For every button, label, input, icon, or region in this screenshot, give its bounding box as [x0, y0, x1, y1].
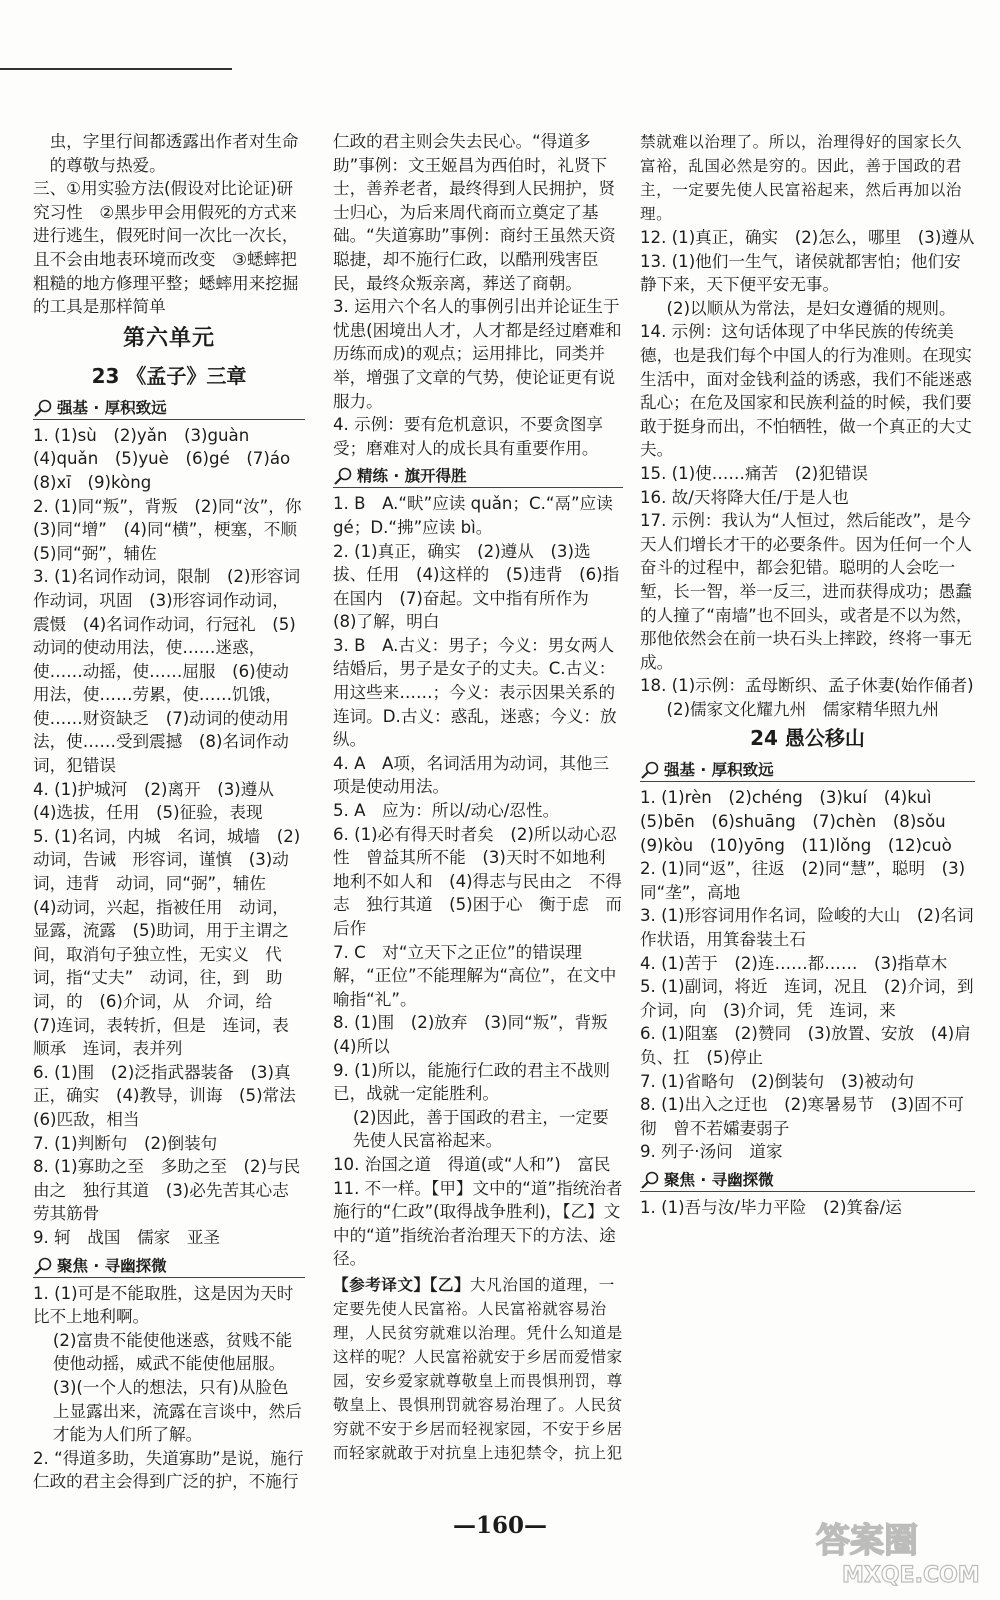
answer-item: (3)(一个人的想法，只有)从脸色上显露出来，流露在言谈中，然后才能为人们所了解。 — [52, 1377, 302, 1445]
answer-item: 16. 故/天将降大任/于是人也 — [640, 487, 849, 507]
top-rule — [0, 68, 232, 70]
section-header — [33, 397, 305, 420]
answer-item: 3. B A.古义：男子；今义：男女两人结婚后，男子是女子的丈夫。C.古义：用这些来……；今义：表示因果关系的连词。D.古义：惑乱，迷惑；今义：放纵。 — [333, 635, 617, 750]
lesson-title: 24 愚公移山 — [750, 726, 865, 751]
answer-item: 7. (1)判断句 (2)倒装句 — [33, 1133, 218, 1153]
answer-item: 9. (1)所以，能施行仁政的君主不战则已，战就一定能胜利。 — [333, 1060, 610, 1104]
answer-item: (2)以顺从为常法，是妇女遵循的规则。 — [666, 298, 956, 318]
answer-item: 8. (1)围 (2)放弃 (3)同“叛”，背叛 (4)所以 — [333, 1013, 625, 1056]
lesson-title: 23 《孟子》三章 — [91, 363, 247, 388]
answer-item: 5. (1)副词，将近 连词，况且 (2)介词，到 介词，向 (3)介词，凭 连词，来 — [640, 977, 991, 1020]
section-label: 聚焦 · 寻幽探微 — [664, 1170, 774, 1189]
answer-item: 1. (1)可是不能取胜，这是因为天时比不上地利啊。 — [33, 1283, 294, 1327]
answer-item: 18. (1)示例：孟母断织、孟子休妻(始作俑者) — [640, 676, 974, 696]
answer-item: 2. (1)同“叛”，背叛 (2)同“汝”，你 (3)同“增” (4)同“横”，梗塞，不顺 (5)同“弼”，辅佐 — [33, 496, 319, 563]
page-number: —160— — [452, 1512, 547, 1539]
answer-item: 12. (1)真正，确实 (2)怎么，哪里 (3)遵从 — [640, 228, 975, 247]
answer-item: 2. (1)真正，确实 (2)遵从 (3)选拔、任用 (4)这样的 (5)违背 (6)指在国内 (7)奋起。文中指有所作为 (8)了解，明白 — [333, 541, 620, 632]
magnifier-icon — [33, 1257, 53, 1275]
answer-item: 1. (1)吾与汝/毕力平险 (2)箕畚/运 — [640, 1197, 902, 1217]
magnifier-icon — [333, 467, 353, 485]
section-header — [640, 1169, 975, 1192]
section-label: 聚焦 · 寻幽探微 — [57, 1256, 167, 1275]
answer-item: 4. (1)护城河 (2)离开 (3)遵从 (4)选拔，任用 (5)征验，表现 — [33, 779, 291, 823]
answer-item: 仁政的君主则会失去民心。“得道多助”事例：文王姬昌为西伯时，礼贤下士，善养老者，最终得到人民拥护，贤士归心，为后来周代商而立奠定了基础。“失道寡助”事例：商纣王虽然天资聪捷，却不施行仁政，以酷刑残害臣民，最终众叛亲离，葬送了商朝。 — [333, 132, 616, 293]
translation-continued: 禁就难以治理了。所以，治理得好的国家长久富裕，乱国必然是穷的。因此，善于国政的君主，一定要先使人民富裕起来，然后再加以治理。 — [640, 133, 962, 223]
answer-item: 虫，字里行间都透露出作者对生命的尊敬与热爱。 — [49, 132, 299, 175]
answer-item: 13. (1)他们一生气，诸侯就都害怕；他们安静下来，天下便平安无事。 — [640, 251, 961, 295]
answer-item: 4. 示例：要有危机意识，不要贪图享受；磨难对人的成长具有重要作用。 — [333, 415, 604, 458]
answer-item: 8. (1)寡助之至 多助之至 (2)与民由之 独行其道 (3)必先苦其心志 劳其筋骨 — [33, 1157, 306, 1224]
answer-item: 6. (1)阻塞 (2)赞同 (3)放置、安放 (4)肩负、扛 (5)停止 — [640, 1024, 971, 1067]
section-header — [333, 465, 623, 488]
answer-item: 7. (1)省略句 (2)倒装句 (3)被动句 — [640, 1071, 915, 1091]
section-label: 强基 · 厚积致远 — [664, 761, 774, 780]
answer-item: 2. (1)同“返”，往返 (2)同“慧”，聪明 (3)同“垄”，高地 — [640, 859, 966, 902]
translation-label: 【参考译文】【乙】 — [333, 1275, 471, 1294]
answer-item: 1. (1)rèn (2)chéng (3)kuí (4)kuì (5)bēn (6)shuāng (7)chèn (8)sǒu (9)kòu (10)yōng (11)lǒng (12)cuò — [640, 788, 963, 855]
column-right — [640, 130, 991, 1220]
answer-item: 15. (1)使……痛苦 (2)犯错误 — [640, 463, 869, 483]
answer-item: 3. (1)名词作动词，限制 (2)形容词作动词，巩固 (3)形容词作动词，震慑 (4)名词作动词，行冠礼 (5)动词的使动用法，使……迷惑，使……动摇，使……屈服 (6)使动用法，使……劳累，使……饥饿，使……财资缺乏 (7)动词的使动用法，使……受到震撼 (8)名词作动词，犯错误 — [33, 567, 301, 776]
answer-item: 3. 运用六个名人的事例引出并论证生于忧患(困境出人才，人才都是经过磨难和历练而成)的观点；运用排比，同类并举，增强了文章的气势，使论证更有说服力。 — [333, 297, 622, 411]
magnifier-icon — [640, 1171, 660, 1189]
answer-item: 11. 不一样。【甲】文中的“道”指统治者施行的“仁政”(取得战争胜利)，【乙】文中的“道”指统治者治理天下的方法、途径。 — [333, 1178, 623, 1269]
answer-item: 9. 列子·汤问 道家 — [640, 1142, 783, 1162]
answer-item: 14. 示例：这句话体现了中华民族的传统美德，也是我们每个中国人的行为准则。在现实生活中，面对金钱利益的诱惑，我们不能迷惑乱心；在危及国家和民族利益的时候，我们要敢于挺身而出，不怕牺牲，做一个真正的大丈夫。 — [640, 322, 972, 460]
column-middle — [333, 130, 623, 1465]
answer-item: 4. A A项，名词活用为动词，其他三项是使动用法。 — [333, 753, 610, 797]
answer-item: 9. 轲 战国 儒家 亚圣 — [33, 1227, 221, 1247]
section-label: 强基 · 厚积致远 — [57, 398, 167, 417]
translation-text: 大凡治国的道理，一定要先使人民富裕。人民富裕就容易治理，人民贫穷就难以治理。凭什么知道是这样的呢？人民富裕就安于乡居而爱惜家园，安乡爱家就尊敬皇上而畏惧刑罚，尊敬皇上、畏惧刑罚就容易治理了。人民贫穷就不安于乡居而轻视家园，不安于乡居而轻家就敢于对抗皇上违犯禁令，抗上犯 — [333, 1275, 623, 1462]
answer-item: 3. (1)形容词用作名词，险峻的大山 (2)名词作状语，用箕畚装土石 — [640, 906, 974, 950]
answer-item: (2)富贵不能使他迷惑，贫贱不能使他动摇，威武不能使他屈服。 — [52, 1330, 293, 1374]
answer-item: 6. (1)必有得天时者矣 (2)所以动心忍性 曾益其所不能 (3)天时不如地利 地利不如人和 (4)得志与民由之 不得志 独行其道 (5)困于心 衡于虑 而后作 — [333, 824, 623, 938]
magnifier-icon — [640, 761, 660, 779]
unit-title: 第六单元 — [122, 325, 215, 351]
answer-item: 8. (1)出入之迂也 (2)寒暑易节 (3)固不可彻 曾不若孀妻弱子 — [640, 1095, 964, 1138]
answer-item: 4. (1)苦于 (2)连……都…… (3)指草木 — [640, 953, 948, 973]
answer-item: 17. 示例：我认为“人恒过，然后能改”，是今天人们增长才干的必要条件。因为任何一个人奋斗的过程中，都会犯错。聪明的人会吃一堑，长一智，举一反三，进而获得成功；愚蠢的人撞了“南墙”也不回头，或者是不以为然，那他依然会在前一块石头上摔跤，终将一事无成。 — [640, 511, 973, 672]
answer-item: 1. B A.“畎”应读 quǎn；C.“鬲”应读 gé；D.“拂”应读 bì。 — [333, 494, 613, 537]
watermark-domain: MXQE.COM — [842, 1563, 980, 1588]
reference-translation — [333, 1273, 623, 1465]
answer-item: 三、①用实验方法(假设对比论证)研究习性 ②黑步甲会用假死的方式来进行逃生，假死时间一次比一次长，且不会由地表环境而改变 ③蟋蟀把粗糙的地方修理平整；蟋蟀用来挖掘的工具是那样简单 — [33, 179, 299, 317]
answer-item: 10. 治国之道 得道(或“人和”) 富民 — [333, 1154, 611, 1174]
answer-item: 6. (1)围 (2)泛指武器装备 (3)真正，确实 (4)教导，训诲 (5)常法 (6)匹敌，相当 — [33, 1062, 313, 1129]
watermark-text: 答案圈 — [816, 1521, 918, 1561]
answer-item: 5. (1)名词，内城 名词，城墙 (2)动词，告诫 形容词，谨慎 (3)动词，违背 动词，同“弼”，辅佐 (4)动词，兴起，指被任用 动词，显露，流露 (5)助词，用于主谓之间，取消句子独立性，无实义 代词，指“丈夫” 动词，往，到 助词，的 (6)介词，从 介词，给 (7)连词，表转折，但是 连词，表顺承 连词，表并列 — [33, 826, 301, 1059]
answer-item: (2)因此，善于国政的君主，一定要先使人民富裕起来。 — [352, 1107, 609, 1151]
column-left — [33, 130, 319, 1494]
answer-item: 7. C 对“立天下之正位”的错误理解，“正位”不能理解为“高位”，在文中喻指“礼”。 — [333, 942, 617, 1009]
answer-item: (2)儒家文化耀九州 儒家精华照九州 — [666, 699, 939, 719]
section-label: 精练 · 旗开得胜 — [357, 467, 467, 486]
magnifier-icon — [33, 399, 53, 417]
answer-item: 2. “得道多助，失道寡助”是说，施行仁政的君主会得到广泛的护，不施行 — [33, 1448, 304, 1492]
answer-item: 1. (1)sù (2)yǎn (3)guàn (4)quǎn (5)yuè (6)gé (7)áo (8)xī (9)kòng — [33, 425, 307, 492]
watermark-logo — [812, 1512, 984, 1590]
answer-item: 5. A 应为：所以/动心/忍性。 — [333, 801, 560, 821]
section-header — [33, 1255, 305, 1278]
section-header — [640, 759, 975, 782]
